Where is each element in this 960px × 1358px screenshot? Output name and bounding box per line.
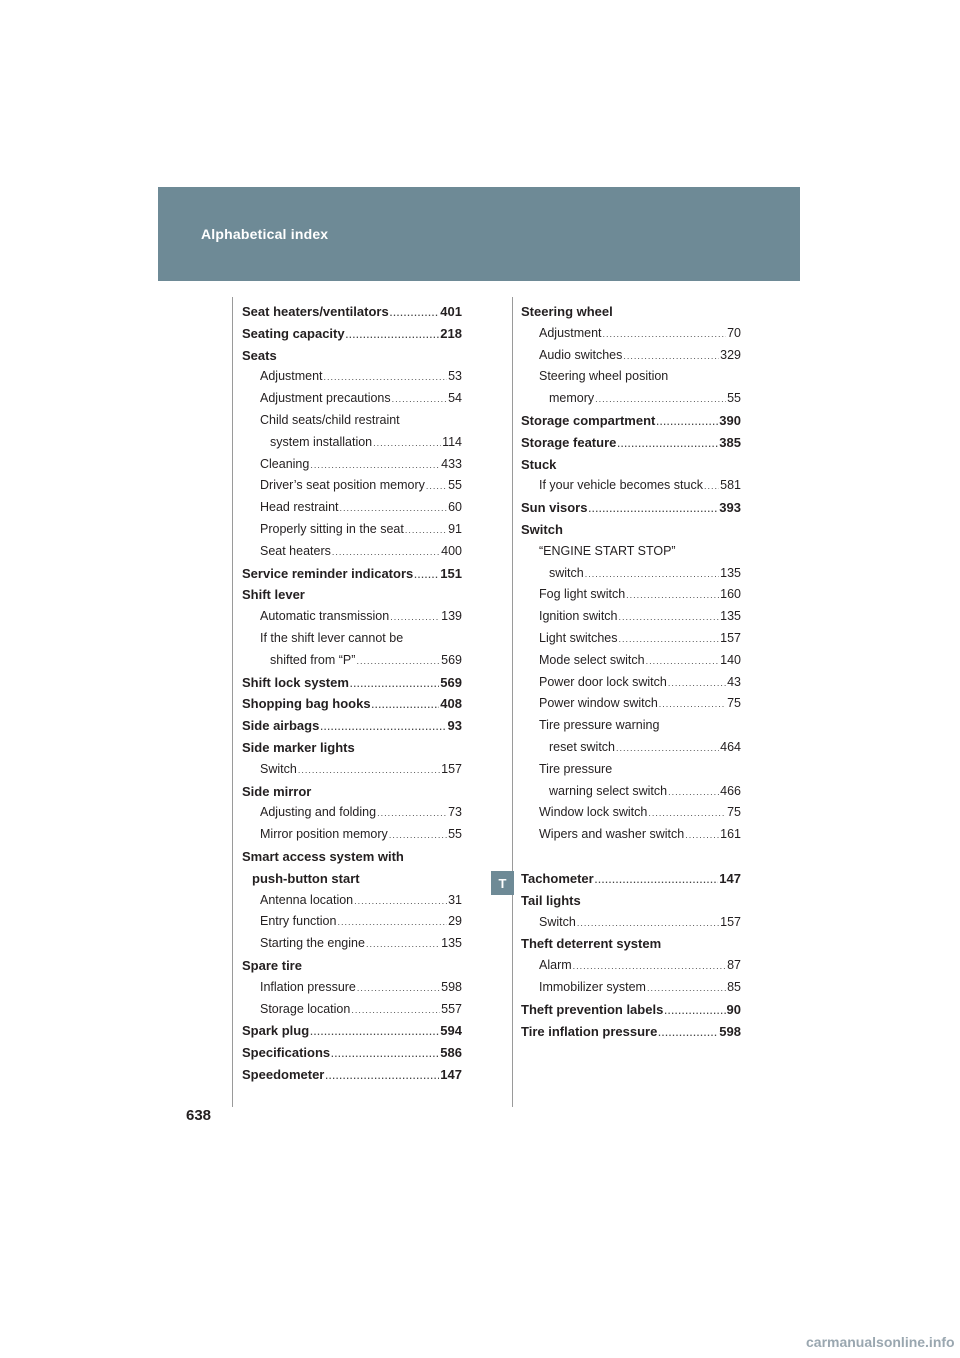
index-entry-term: “ENGINE START STOP”: [539, 543, 676, 558]
index-entry[interactable]: [521, 740, 741, 762]
index-entry-page[interactable]: 135: [720, 565, 741, 580]
index-entry[interactable]: [521, 566, 741, 588]
index-entry-term: Switch: [521, 521, 563, 537]
index-entry[interactable]: [242, 675, 462, 697]
index-entry-term: Service reminder indicators: [242, 565, 414, 581]
dot-leader: [351, 1005, 440, 1015]
index-entry-term: Power window switch: [539, 696, 658, 711]
index-entry-page[interactable]: 581: [720, 478, 741, 493]
section-tab-t[interactable]: T: [491, 871, 514, 895]
index-entry-term: Starting the engine: [260, 936, 365, 951]
index-entry-term: Seat heaters: [260, 543, 331, 558]
dot-leader: [664, 1006, 725, 1016]
dot-leader: [337, 917, 447, 927]
index-entry[interactable]: [242, 500, 462, 522]
index-entry[interactable]: [521, 805, 741, 827]
dot-leader: [619, 634, 720, 644]
index-entry[interactable]: [521, 827, 741, 849]
index-entry: [242, 587, 462, 609]
index-entry[interactable]: [242, 566, 462, 588]
index-entry: [521, 304, 741, 326]
index-column-left: [242, 304, 462, 1089]
index-entry-term: Tire inflation pressure: [521, 1023, 658, 1039]
index-entry[interactable]: [242, 914, 462, 936]
index-entry-page[interactable]: 408: [440, 696, 462, 712]
index-entry[interactable]: [242, 1002, 462, 1024]
index-entry[interactable]: [521, 631, 741, 653]
index-entry-term: Window lock switch: [539, 805, 648, 820]
index-entry-term: Speedometer: [242, 1066, 325, 1082]
dot-leader: [373, 438, 441, 448]
index-entry-term: Seats: [242, 347, 277, 363]
index-entry-term: Child seats/child restraint: [260, 412, 400, 427]
dot-leader: [648, 808, 726, 818]
dot-leader: [392, 394, 447, 404]
dot-leader: [704, 481, 719, 491]
dot-leader: [405, 525, 447, 535]
index-entry-page[interactable]: 157: [720, 630, 741, 645]
index-entry[interactable]: [521, 391, 741, 413]
index-entry[interactable]: [521, 587, 741, 609]
index-entry-page[interactable]: 433: [441, 456, 462, 471]
index-entry-term: Tachometer: [521, 870, 594, 886]
dot-leader: [356, 656, 440, 666]
index-entry-term: Switch: [539, 914, 576, 929]
page-number: 638: [186, 1107, 212, 1124]
index-entry-term: Steering wheel position: [539, 369, 669, 384]
index-entry-page[interactable]: 53: [448, 369, 462, 384]
index-entry[interactable]: [242, 696, 462, 718]
index-entry[interactable]: [242, 391, 462, 413]
index-entry[interactable]: [242, 1067, 462, 1089]
index-entry: [521, 544, 741, 566]
index-entry-term: Shift lock system: [242, 674, 349, 690]
index-entry[interactable]: [242, 457, 462, 479]
index-entry[interactable]: [521, 435, 741, 457]
index-entry-term: Specifications: [242, 1045, 331, 1061]
index-entry-page[interactable]: 401: [440, 304, 462, 319]
index-entry: [521, 522, 741, 544]
dot-leader: [595, 875, 719, 885]
dot-leader: [372, 700, 440, 710]
dot-leader: [588, 504, 718, 514]
index-entry: [242, 631, 462, 653]
dot-leader: [310, 1027, 439, 1037]
index-entry[interactable]: [521, 1002, 741, 1024]
dot-leader: [390, 308, 440, 318]
index-entry: [242, 871, 462, 893]
index-entry-page[interactable]: 87: [727, 958, 741, 973]
index-entry-page[interactable]: 157: [720, 914, 741, 929]
index-entry-term: Storage feature: [521, 434, 617, 450]
index-entry-page[interactable]: 464: [720, 739, 741, 754]
index-entry-term: Cleaning: [260, 456, 310, 471]
dot-leader: [354, 896, 447, 906]
index-entry-term: Inflation pressure: [260, 979, 356, 994]
index-entry-term: Steering wheel: [521, 304, 613, 319]
index-entry-page[interactable]: 385: [719, 434, 741, 450]
dot-leader: [340, 503, 448, 513]
index-entry-page[interactable]: 55: [727, 391, 741, 406]
index-entry-term: Switch: [260, 761, 297, 776]
dot-leader: [390, 612, 440, 622]
dot-leader: [577, 918, 719, 928]
index-entry[interactable]: [521, 653, 741, 675]
index-entry[interactable]: [242, 544, 462, 566]
header-band: [158, 187, 800, 281]
index-entry-term: Head restraint: [260, 500, 339, 515]
watermark: carmanualsonline.info: [806, 1334, 955, 1350]
index-entry[interactable]: [242, 980, 462, 1002]
index-entry[interactable]: [242, 304, 462, 326]
index-entry-page[interactable]: 157: [441, 761, 462, 776]
index-entry-term: Seat heaters/ventilators: [242, 304, 389, 319]
index-entry-term: Alarm: [539, 958, 572, 973]
index-entry-page[interactable]: 586: [440, 1045, 462, 1061]
index-entry[interactable]: [521, 696, 741, 718]
index-entry: [521, 718, 741, 740]
dot-leader: [647, 983, 726, 993]
index-column-right: [521, 304, 741, 1045]
index-entry-page[interactable]: 400: [441, 543, 462, 558]
index-entry-page[interactable]: 93: [447, 718, 462, 734]
index-entry-term: Shift lever: [242, 587, 305, 603]
index-entry-term: Wipers and washer switch: [539, 827, 685, 842]
index-entry-term: Entry function: [260, 914, 337, 929]
dot-leader: [377, 808, 447, 818]
index-entry-term: If your vehicle becomes stuck: [539, 478, 703, 493]
index-entry-term: Ignition switch: [539, 609, 618, 624]
index-entry-term: Power door lock switch: [539, 674, 667, 689]
index-entry: [521, 762, 741, 784]
dot-leader: [320, 722, 446, 732]
dot-leader: [659, 699, 726, 709]
dot-leader: [626, 590, 719, 600]
index-entry: [242, 413, 462, 435]
index-entry-term: Automatic transmission: [260, 609, 390, 624]
index-entry-page[interactable]: 73: [448, 805, 462, 820]
index-entry-page[interactable]: 140: [720, 652, 741, 667]
index-entry-page[interactable]: 160: [720, 587, 741, 602]
index-entry-term: Spark plug: [242, 1023, 310, 1039]
column-divider-left: [232, 297, 233, 1107]
index-entry-page[interactable]: 75: [727, 696, 741, 711]
index-entry-page[interactable]: 70: [727, 325, 741, 340]
index-entry-term: Tire pressure: [539, 761, 613, 776]
index-entry[interactable]: [242, 653, 462, 675]
index-entry: [521, 936, 741, 958]
index-entry-page[interactable]: 54: [448, 391, 462, 406]
index-entry[interactable]: [521, 348, 741, 370]
index-entry-term: Storage location: [260, 1001, 351, 1016]
index-entry-page[interactable]: 43: [727, 674, 741, 689]
dot-leader: [366, 939, 440, 949]
index-entry[interactable]: [242, 435, 462, 457]
index-entry[interactable]: [521, 609, 741, 631]
index-entry-page[interactable]: 91: [448, 521, 462, 536]
index-entry[interactable]: [521, 915, 741, 937]
index-entry-page[interactable]: 114: [442, 434, 462, 449]
dot-leader: [595, 394, 726, 404]
index-entry[interactable]: [242, 827, 462, 849]
index-entry-term: Driver’s seat position memory: [260, 478, 425, 493]
index-entry-term: Tail lights: [521, 892, 581, 908]
index-entry-term: Adjustment: [260, 369, 323, 384]
index-entry-term: reset switch: [549, 739, 615, 754]
index-entry[interactable]: [242, 936, 462, 958]
index-entry[interactable]: [521, 326, 741, 348]
index-entry-term: Fog light switch: [539, 587, 626, 602]
index-entry[interactable]: [521, 478, 741, 500]
index-entry-term: Tire pressure warning: [539, 718, 660, 733]
index-entry-page[interactable]: 139: [441, 609, 462, 624]
index-entry-term: memory: [549, 391, 595, 406]
dot-leader: [298, 765, 440, 775]
index-entry-term: Stuck: [521, 456, 557, 472]
index-entry-term: Properly sitting in the seat: [260, 521, 404, 536]
index-entry[interactable]: [242, 718, 462, 740]
dot-leader: [346, 330, 440, 340]
index-entry-term: Side mirror: [242, 783, 312, 799]
index-entry[interactable]: [242, 762, 462, 784]
index-entry-term: Audio switches: [539, 347, 623, 362]
index-entry-page[interactable]: 147: [440, 1066, 462, 1082]
index-entry: [521, 893, 741, 915]
index-entry-term: Seating capacity: [242, 325, 345, 341]
dot-leader: [325, 1071, 439, 1081]
dot-leader: [617, 439, 718, 449]
column-divider-right: [512, 297, 513, 1107]
dot-leader: [623, 351, 719, 361]
index-entry[interactable]: [521, 500, 741, 522]
index-entry[interactable]: [521, 1024, 741, 1046]
index-entry[interactable]: [521, 675, 741, 697]
dot-leader: [426, 481, 447, 491]
index-entry-term: Theft deterrent system: [521, 936, 662, 952]
index-entry-page[interactable]: 557: [441, 1001, 462, 1016]
index-entry-page[interactable]: 85: [727, 979, 741, 994]
dot-leader: [357, 983, 440, 993]
dot-leader: [324, 372, 448, 382]
dot-leader: [619, 612, 720, 622]
index-entry-page[interactable]: 598: [441, 979, 462, 994]
index-entry-page[interactable]: 390: [719, 412, 741, 428]
dot-leader: [585, 569, 719, 579]
dot-leader: [331, 1049, 439, 1059]
index-entry-page[interactable]: 55: [448, 827, 462, 842]
index-entry-page[interactable]: 329: [720, 347, 741, 362]
dot-leader: [616, 743, 719, 753]
index-entry[interactable]: [242, 326, 462, 348]
dot-leader: [668, 678, 726, 688]
index-entry-term: Adjusting and folding: [260, 805, 377, 820]
dot-leader: [332, 547, 440, 557]
index-entry-page[interactable]: 147: [719, 870, 741, 886]
index-entry[interactable]: [242, 1023, 462, 1045]
index-entry: [242, 784, 462, 806]
index-entry-term: Theft prevention labels: [521, 1001, 664, 1017]
index-entry-page[interactable]: 598: [719, 1023, 741, 1039]
dot-leader: [603, 329, 727, 339]
index-entry-term: Mirror position memory: [260, 827, 388, 842]
index-entry-page[interactable]: 55: [448, 478, 462, 493]
index-entry-term: Side marker lights: [242, 739, 355, 755]
index-entry[interactable]: [521, 980, 741, 1002]
header-title: Alphabetical index: [201, 226, 329, 242]
index-entry[interactable]: [242, 609, 462, 631]
index-entry-page[interactable]: 151: [440, 565, 462, 581]
index-entry[interactable]: [521, 958, 741, 980]
index-entry[interactable]: [242, 1045, 462, 1067]
index-entry-term: Light switches: [539, 630, 618, 645]
index-entry-term: warning select switch: [549, 783, 668, 798]
index-entry-page[interactable]: 31: [448, 892, 462, 907]
index-entry: [521, 369, 741, 391]
index-entry-term: Adjustment precautions: [260, 391, 391, 406]
index-entry-page[interactable]: 569: [441, 652, 462, 667]
index-entry-page[interactable]: 569: [440, 674, 462, 690]
dot-leader: [350, 679, 439, 689]
index-entry-term: Mode select switch: [539, 652, 645, 667]
dot-leader: [658, 1028, 718, 1038]
index-entry-term: Sun visors: [521, 500, 588, 516]
entry-spacer: [521, 849, 741, 871]
index-entry-term: Shopping bag hooks: [242, 696, 371, 712]
index-entry[interactable]: [521, 871, 741, 893]
index-entry-term: Spare tire: [242, 957, 302, 973]
dot-leader: [414, 570, 439, 580]
dot-leader: [389, 830, 447, 840]
index-entry-term: Immobilizer system: [539, 979, 646, 994]
dot-leader: [685, 830, 719, 840]
index-entry[interactable]: [242, 369, 462, 391]
index-entry[interactable]: [242, 522, 462, 544]
index-entry: [242, 740, 462, 762]
index-entry-page[interactable]: 90: [726, 1001, 741, 1017]
index-entry-term: system installation: [270, 434, 373, 449]
index-entry: [242, 348, 462, 370]
dot-leader: [646, 656, 720, 666]
index-entry: [242, 958, 462, 980]
index-entry-page[interactable]: 218: [440, 325, 462, 341]
index-entry-page[interactable]: 60: [448, 500, 462, 515]
index-entry-term: Adjustment: [539, 325, 602, 340]
index-entry-term: push-button start: [252, 870, 360, 886]
index-entry-term: shifted from “P”: [270, 652, 356, 667]
dot-leader: [656, 417, 718, 427]
index-entry-page[interactable]: 135: [720, 609, 741, 624]
index-entry[interactable]: [242, 805, 462, 827]
index-entry-page[interactable]: 135: [441, 936, 462, 951]
index-entry-page[interactable]: 75: [727, 805, 741, 820]
index-entry-term: If the shift lever cannot be: [260, 630, 404, 645]
index-entry-page[interactable]: 594: [440, 1023, 462, 1039]
index-entry-term: Smart access system with: [242, 848, 404, 864]
index-entry[interactable]: [521, 413, 741, 435]
index-entry[interactable]: [521, 784, 741, 806]
index-entry-page[interactable]: 161: [720, 827, 741, 842]
index-entry-page[interactable]: 466: [720, 783, 741, 798]
dot-leader: [668, 787, 719, 797]
index-entry: [242, 849, 462, 871]
index-entry[interactable]: [242, 478, 462, 500]
index-entry-term: switch: [549, 565, 584, 580]
index-entry-term: Side airbags: [242, 718, 320, 734]
index-entry[interactable]: [242, 893, 462, 915]
index-entry: [521, 457, 741, 479]
dot-leader: [573, 961, 726, 971]
index-entry-term: Storage compartment: [521, 412, 656, 428]
index-entry-page[interactable]: 29: [448, 914, 462, 929]
dot-leader: [310, 460, 440, 470]
index-entry-term: Antenna location: [260, 892, 354, 907]
index-entry-page[interactable]: 393: [719, 500, 741, 516]
